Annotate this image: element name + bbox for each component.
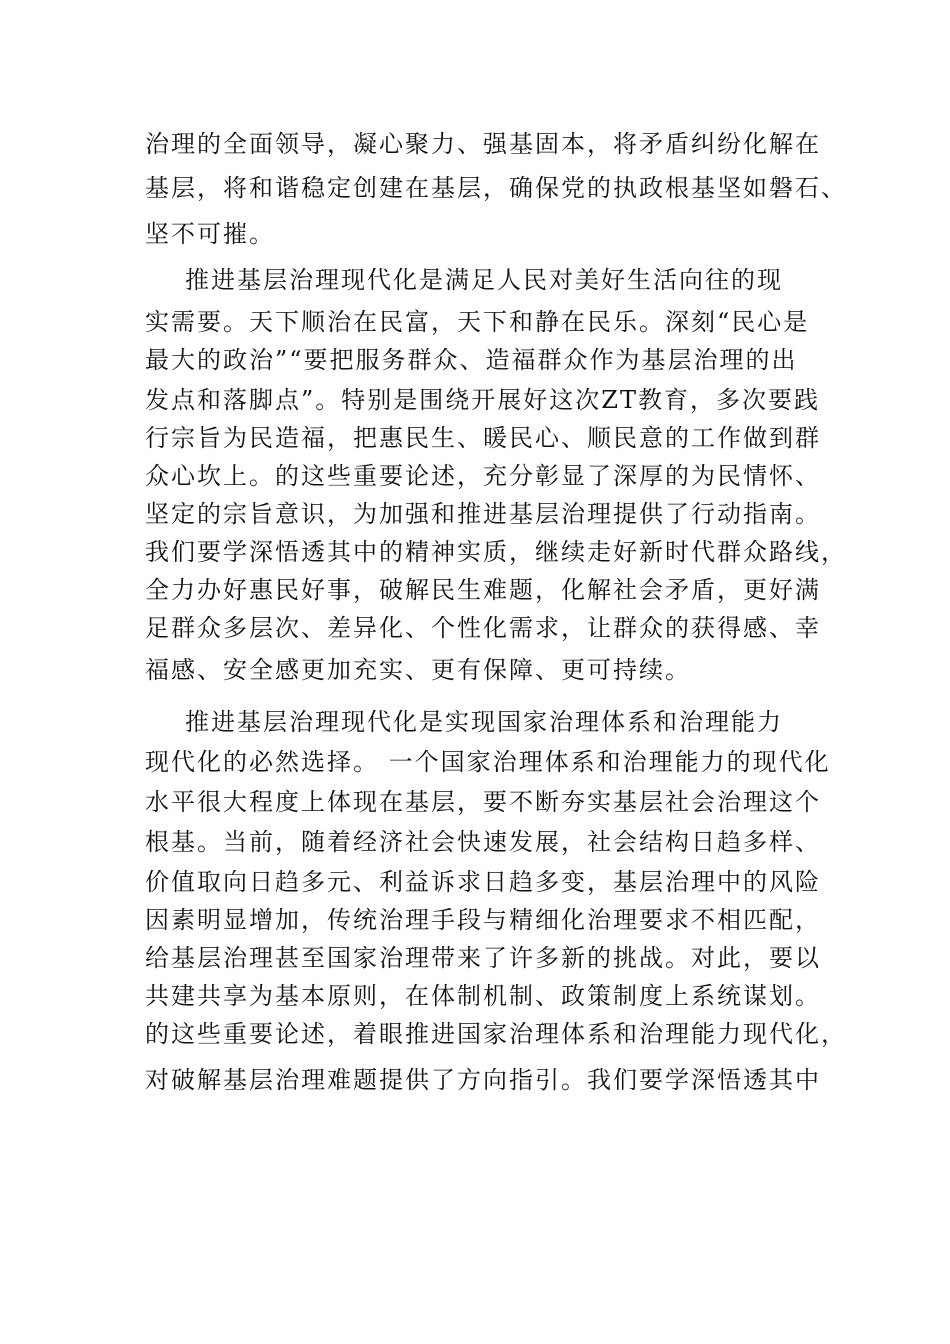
paragraph-2-line-10: 足群众多层次、差异化、个性化需求，让群众的获得感、幸 [145,614,821,642]
paragraph-1-line-2: 基层，将和谐稳定创建在基层，确保党的执政根基坚如磐石、 [145,174,847,202]
paragraph-3-line-6: 因素明显增加，传统治理手段与精细化治理要求不相匹配， [145,906,821,934]
paragraph-3-line-4: 根基。当前，随着经济社会快速发展，社会结构日趋多样、 [145,828,821,856]
paragraph-3-line-2: 现代化的必然选择。 一个国家治理体系和治理能力的现代化 [145,748,831,776]
paragraph-2-line-4: 发点和落脚点”。特别是围绕开展好这次ZT教育，多次要践 [145,386,820,414]
paragraph-2-line-8: 我们要学深悟透其中的精神实质，继续走好新时代群众路线， [145,538,847,566]
paragraph-1-line-1: 治理的全面领导，凝心聚力、强基固本，将矛盾纠纷化解在 [145,130,821,158]
paragraph-3-line-10: 对破解基层治理难题提供了方向指引。我们要学深悟透其中 [145,1066,821,1094]
paragraph-3-line-1: 推进基层治理现代化是实现国家治理体系和治理能力 [185,708,783,736]
paragraph-3-line-3: 水平很大程度上体现在基层，要不断夯实基层社会治理这个 [145,788,821,816]
paragraph-3-line-5: 价值取向日趋多元、利益诉求日趋多变，基层治理中的风险 [145,868,821,896]
paragraph-2-line-1: 推进基层治理现代化是满足人民对美好生活向往的现 [185,266,783,294]
paragraph-2-line-6: 众心坎上。的这些重要论述，充分彰显了深厚的为民情怀、 [145,462,821,490]
paragraph-2-line-5: 行宗旨为民造福，把惠民生、暖民心、顺民意的工作做到群 [145,424,821,452]
paragraph-3-line-8: 共建共享为基本原则，在体制机制、政策制度上系统谋划。 [145,982,821,1010]
paragraph-2-line-3: 最大的政治”“要把服务群众、造福群众作为基层治理的出 [145,346,798,374]
paragraph-2-line-9: 全力办好惠民好事，破解民生难题，化解社会矛盾，更好满 [145,576,821,604]
paragraph-2-line-2: 实需要。天下顺治在民富，天下和静在民乐。深刻“民心是 [145,308,810,336]
paragraph-2-line-7: 坚定的宗旨意识，为加强和推进基层治理提供了行动指南。 [145,500,821,528]
paragraph-1-line-3: 坚不可摧。 [145,220,275,248]
paragraph-3-line-9: 的这些重要论述，着眼推进国家治理体系和治理能力现代化， [145,1020,847,1048]
paragraph-2-line-11: 福感、安全感更加充实、更有保障、更可持续。 [145,656,691,684]
paragraph-3-line-7: 给基层治理甚至国家治理带来了许多新的挑战。对此，要以 [145,944,821,972]
